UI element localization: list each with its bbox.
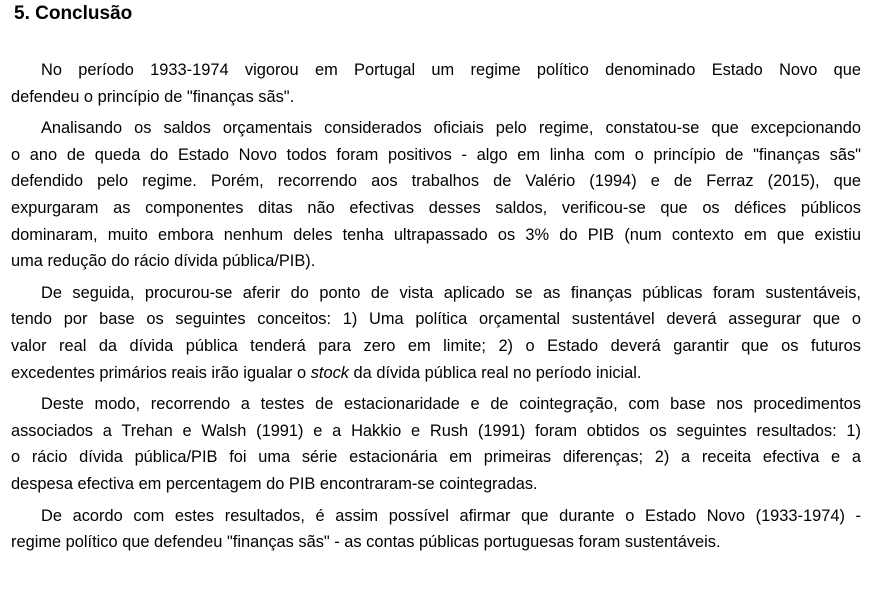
paragraph-2 xyxy=(11,115,861,275)
paragraph-4 xyxy=(11,391,861,497)
text-line: defendeu o princípio de "finanças sãs". xyxy=(11,87,295,106)
text-line: De seguida, procurou-se aferir do ponto de vista aplicado se as finanças públicas foram sustentáveis, xyxy=(41,283,861,302)
text-line: Analisando os saldos orçamentais considerados oficiais pelo regime, constatou-se que excepcionando xyxy=(41,119,861,138)
paragraph-3 xyxy=(11,280,861,386)
text-line: o ano de queda do Estado Novo todos foram positivos - algo em linha com o princípio de "finanças sãs" xyxy=(11,145,861,164)
text-fragment: excedentes primários reais irão igualar o xyxy=(11,363,311,382)
paragraph-1 xyxy=(11,57,861,110)
text-line: associados a Trehan e Walsh (1991) e a Hakkio e Rush (1991) foram obtidos os seguintes resultados: 1) xyxy=(11,421,861,440)
text-line xyxy=(11,360,861,387)
text-line: dominaram, muito embora nenhum deles tenha ultrapassado os 3% do PIB (num contexto em que existiu xyxy=(11,225,861,244)
text-line: despesa efectiva em percentagem do PIB encontraram-se cointegradas. xyxy=(11,474,538,493)
paragraph-5 xyxy=(11,503,861,556)
text-line: tendo por base os seguintes conceitos: 1) Uma política orçamental sustentável deverá assegurar que o xyxy=(11,310,861,329)
text-line: Deste modo, recorrendo a testes de estacionaridade e de cointegração, com base nos procedimentos xyxy=(41,395,861,414)
text-line: defendido pelo regime. Porém, recorrendo aos trabalhos de Valério (1994) e de Ferraz (2015), que xyxy=(11,172,861,191)
italic-term: stock xyxy=(310,363,349,382)
section-heading: 5. Conclusão xyxy=(14,3,133,24)
text-fragment: da dívida pública real no período inicial. xyxy=(349,363,642,382)
section-body xyxy=(11,57,861,561)
text-line: regime político que defendeu "finanças sãs" - as contas públicas portuguesas foram sustentáveis. xyxy=(11,533,721,552)
text-line: expurgaram as componentes ditas não efectivas desses saldos, verificou-se que os défices públicos xyxy=(11,198,861,217)
text-line: De acordo com estes resultados, é assim possível afirmar que durante o Estado Novo (1933-1974) - xyxy=(41,506,861,525)
text-line: o rácio dívida pública/PIB foi uma série estacionária em primeiras diferenças; 2) a receita efectiva e a xyxy=(11,448,861,467)
text-line: uma redução do rácio dívida pública/PIB). xyxy=(11,252,316,271)
text-line: valor real da dívida pública tenderá para zero em limite; 2) o Estado deverá garantir que os futuros xyxy=(11,336,861,355)
text-line: No período 1933-1974 vigorou em Portugal um regime político denominado Estado Novo que xyxy=(41,61,861,79)
